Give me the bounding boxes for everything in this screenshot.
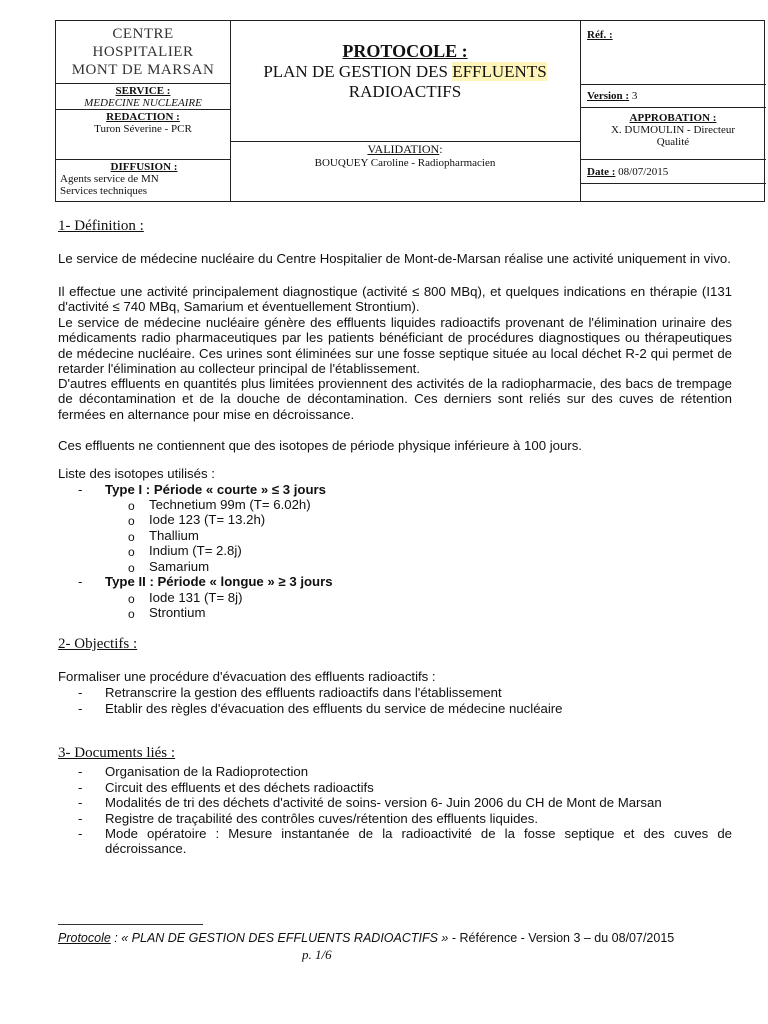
protocol-title-block: PROTOCOLE : PLAN DE GESTION DES EFFLUENTS RADIOACTIFS <box>230 41 580 102</box>
reference-cell: Réf. : <box>587 29 613 41</box>
list-item: Organisation de la Radioprotection <box>105 764 309 779</box>
list-item: Iode 131 (T= 8j) <box>149 590 243 605</box>
type1-label: Type I : Période « courte » ≤ 3 jours <box>105 482 326 497</box>
diffusion-cell: DIFFUSION : Agents service de MN Services techniques <box>60 161 178 197</box>
section-heading-objectifs: 2- Objectifs : <box>58 636 138 652</box>
list-item: Iode 123 (T= 13.2h) <box>149 512 266 527</box>
list-item: Retranscrire la gestion des effluents radioactifs dans l'établissement <box>105 685 502 700</box>
redaction-cell: REDACTION : Turon Séverine - PCR <box>94 111 192 135</box>
list-item: Samarium <box>149 559 210 574</box>
date-cell: Date : 08/07/2015 <box>587 166 669 178</box>
list-item: Indium (T= 2.8j) <box>149 543 242 558</box>
paragraph: Ces effluents ne contiennent que des isotopes de période physique inférieure à 100 jours. <box>58 438 582 453</box>
list-item: Mode opératoire : Mesure instantanée de la radioactivité de la fosse septique et des cuves de décroissance. <box>105 826 732 857</box>
dash-bullet: - <box>78 482 83 497</box>
list-item: Registre de traçabilité des contrôles cuves/rétention des effluents liquides. <box>105 811 538 826</box>
approbation-cell: APPROBATION : X. DUMOULIN - Directeur Qualité <box>610 112 736 148</box>
paragraph: D'autres effluents en quantités plus limitées proviennent des activités de la radiopharmacie, des bacs de trempage de décontamination et de la douche de décontamination. Ces derniers sont reliés sur des cuves de rétention fermées en alternance pour mise en décroissance. <box>58 376 732 422</box>
list-item: Modalités de tri des déchets d'activité de soins- version 6- Juin 2006 du CH de Mont de Marsan <box>105 795 662 810</box>
list-item: Etablir des règles d'évacuation des effluents du service de médecine nucléaire <box>105 701 563 716</box>
paragraph: Le service de médecine nucléaire génère des effluents liquides radioactifs provenant de l'élimination urinaire des médicaments radio pharmaceutiques par les patients bénéficiant de procédures diagnostiques ou thérapeutiques de médecine nucléaire. Ces urines sont éliminées sur une fosse septique située au local déchet R-2 qui permet de retarder l'élimination au collecteur principal de l'établissement. <box>58 315 732 376</box>
hospital-name: CENTRE HOSPITALIER MONT DE MARSAN <box>71 26 215 78</box>
list-item: Circuit des effluents et des déchets radioactifs <box>105 780 374 795</box>
section-heading-documents: 3- Documents liés : <box>58 745 176 761</box>
service-cell: SERVICE : MEDECINE NUCLEAIRE <box>84 85 202 109</box>
dash-bullet: - <box>78 574 83 589</box>
version-cell: Version : 3 <box>587 90 638 102</box>
isotope-list-intro: Liste des isotopes utilisés : <box>58 466 215 481</box>
document-page: CENTRE HOSPITALIER MONT DE MARSAN SERVICE : MEDECINE NUCLEAIRE REDACTION : Turon Séverine - PCR DIFFUSION : Agents service de MN Services techniques PROTOCOLE : PLAN DE GESTION DES EFFLUENTS RADIOACTIFS VALIDATION: BOUQUEY Caroline - Radiopharmacien Réf. : Version : 3 APPROBATION : X. DUMOULIN - Directeur Qualité Date : 08/07/2015 1- Définition : Le service de médecine nucléaire du Centre Hospitalier de Mont-de-Marsan réalise une activité uniquement in vivo. Il effectue une activité principalement diagnostique (activité ≤ 800 MBq), et quelques indications en thérapie (I131 d'activité ≤ 740 MBq, Samarium et éventuellement Strontium). Le service de médecine nucléaire génère des effluents liquides radioactifs provenant de l'élimination urinaire des médicaments radio pharmaceutiques par les patients bénéficiant de procédures diagnostiques ou thérapeutiques de médecine nucléaire. Ces urines sont éliminées sur une fosse septique située au local déchet R-2 qui permet de retarder l'élimination au collecteur principal de l'établissement. D'autres effluents en quantités plus limitées proviennent des activités de la radiopharmacie, des bacs de trempage de décontamination et de la douche de décontamination. Ces derniers sont reliés sur des cuves de rétention fermées en alternance pour mise en décroissance. Ces effluents ne contiennent que des isotopes de période physique inférieure à 100 jours. Liste des isotopes utilisés : - Type I : Période « courte » ≤ 3 jours o Technetium 99m (T= 6.02h) o Iode 123 (T= 13.2h) o Thallium o Indium (T= 2.8j) o Samarium - Type II : Période « longue » ≥ 3 jours o Iode 131 (T= 8j) o Strontium 2- Objectifs : Formaliser une procédure d'évacuation des effluents radioactifs : - Retranscrire la gestion des effluents radioactifs dans l'établissement - Etablir des règles d'évacuation des effluents du service de médecine nucléaire 3- Documents liés : - Organisation de la Radioprotection - Circuit des effluents et des déchets radioactifs - Modalités de tri des déchets d'activité de soins- version 6- Juin 2006 du CH de Mont de Marsan - Registre de traçabilité des contrôles cuves/rétention des effluents liquides. - Mode opératoire : Mesure instantanée de la radioactivité de la fosse septique et des cuves de décroissance. Protocole : « PLAN DE GESTION DES EFFLUENTS RADIOACTIFS » - Référence - Version 3 – du 08/07/2015 p. 1/6 <box>0 0 768 1024</box>
list-item: Strontium <box>149 605 206 620</box>
type2-label: Type II : Période « longue » ≥ 3 jours <box>105 574 333 589</box>
validation-cell: VALIDATION: BOUQUEY Caroline - Radiopharmacien <box>314 142 496 169</box>
section-heading-definition: 1- Définition : <box>58 218 144 234</box>
list-item: Thallium <box>149 528 199 543</box>
paragraph: Il effectue une activité principalement diagnostique (activité ≤ 800 MBq), et quelques indications en thérapie (I131 d'activité ≤ 740 MBq, Samarium et éventuellement Strontium). <box>58 284 732 315</box>
list-item: Technetium 99m (T= 6.02h) <box>149 497 311 512</box>
footer-rule <box>58 924 203 925</box>
header-table <box>55 20 765 202</box>
page-number: p. 1/6 <box>302 947 332 962</box>
footer-text: Protocole : « PLAN DE GESTION DES EFFLUENTS RADIOACTIFS » - Référence - Version 3 – du 08/07/2015 <box>58 931 675 945</box>
header-divider-right <box>580 21 581 201</box>
objectifs-intro: Formaliser une procédure d'évacuation des effluents radioactifs : <box>58 669 436 684</box>
paragraph: Le service de médecine nucléaire du Centre Hospitalier de Mont-de-Marsan réalise une activité uniquement in vivo. <box>58 251 731 266</box>
protocol-title: PROTOCOLE : <box>342 41 468 61</box>
